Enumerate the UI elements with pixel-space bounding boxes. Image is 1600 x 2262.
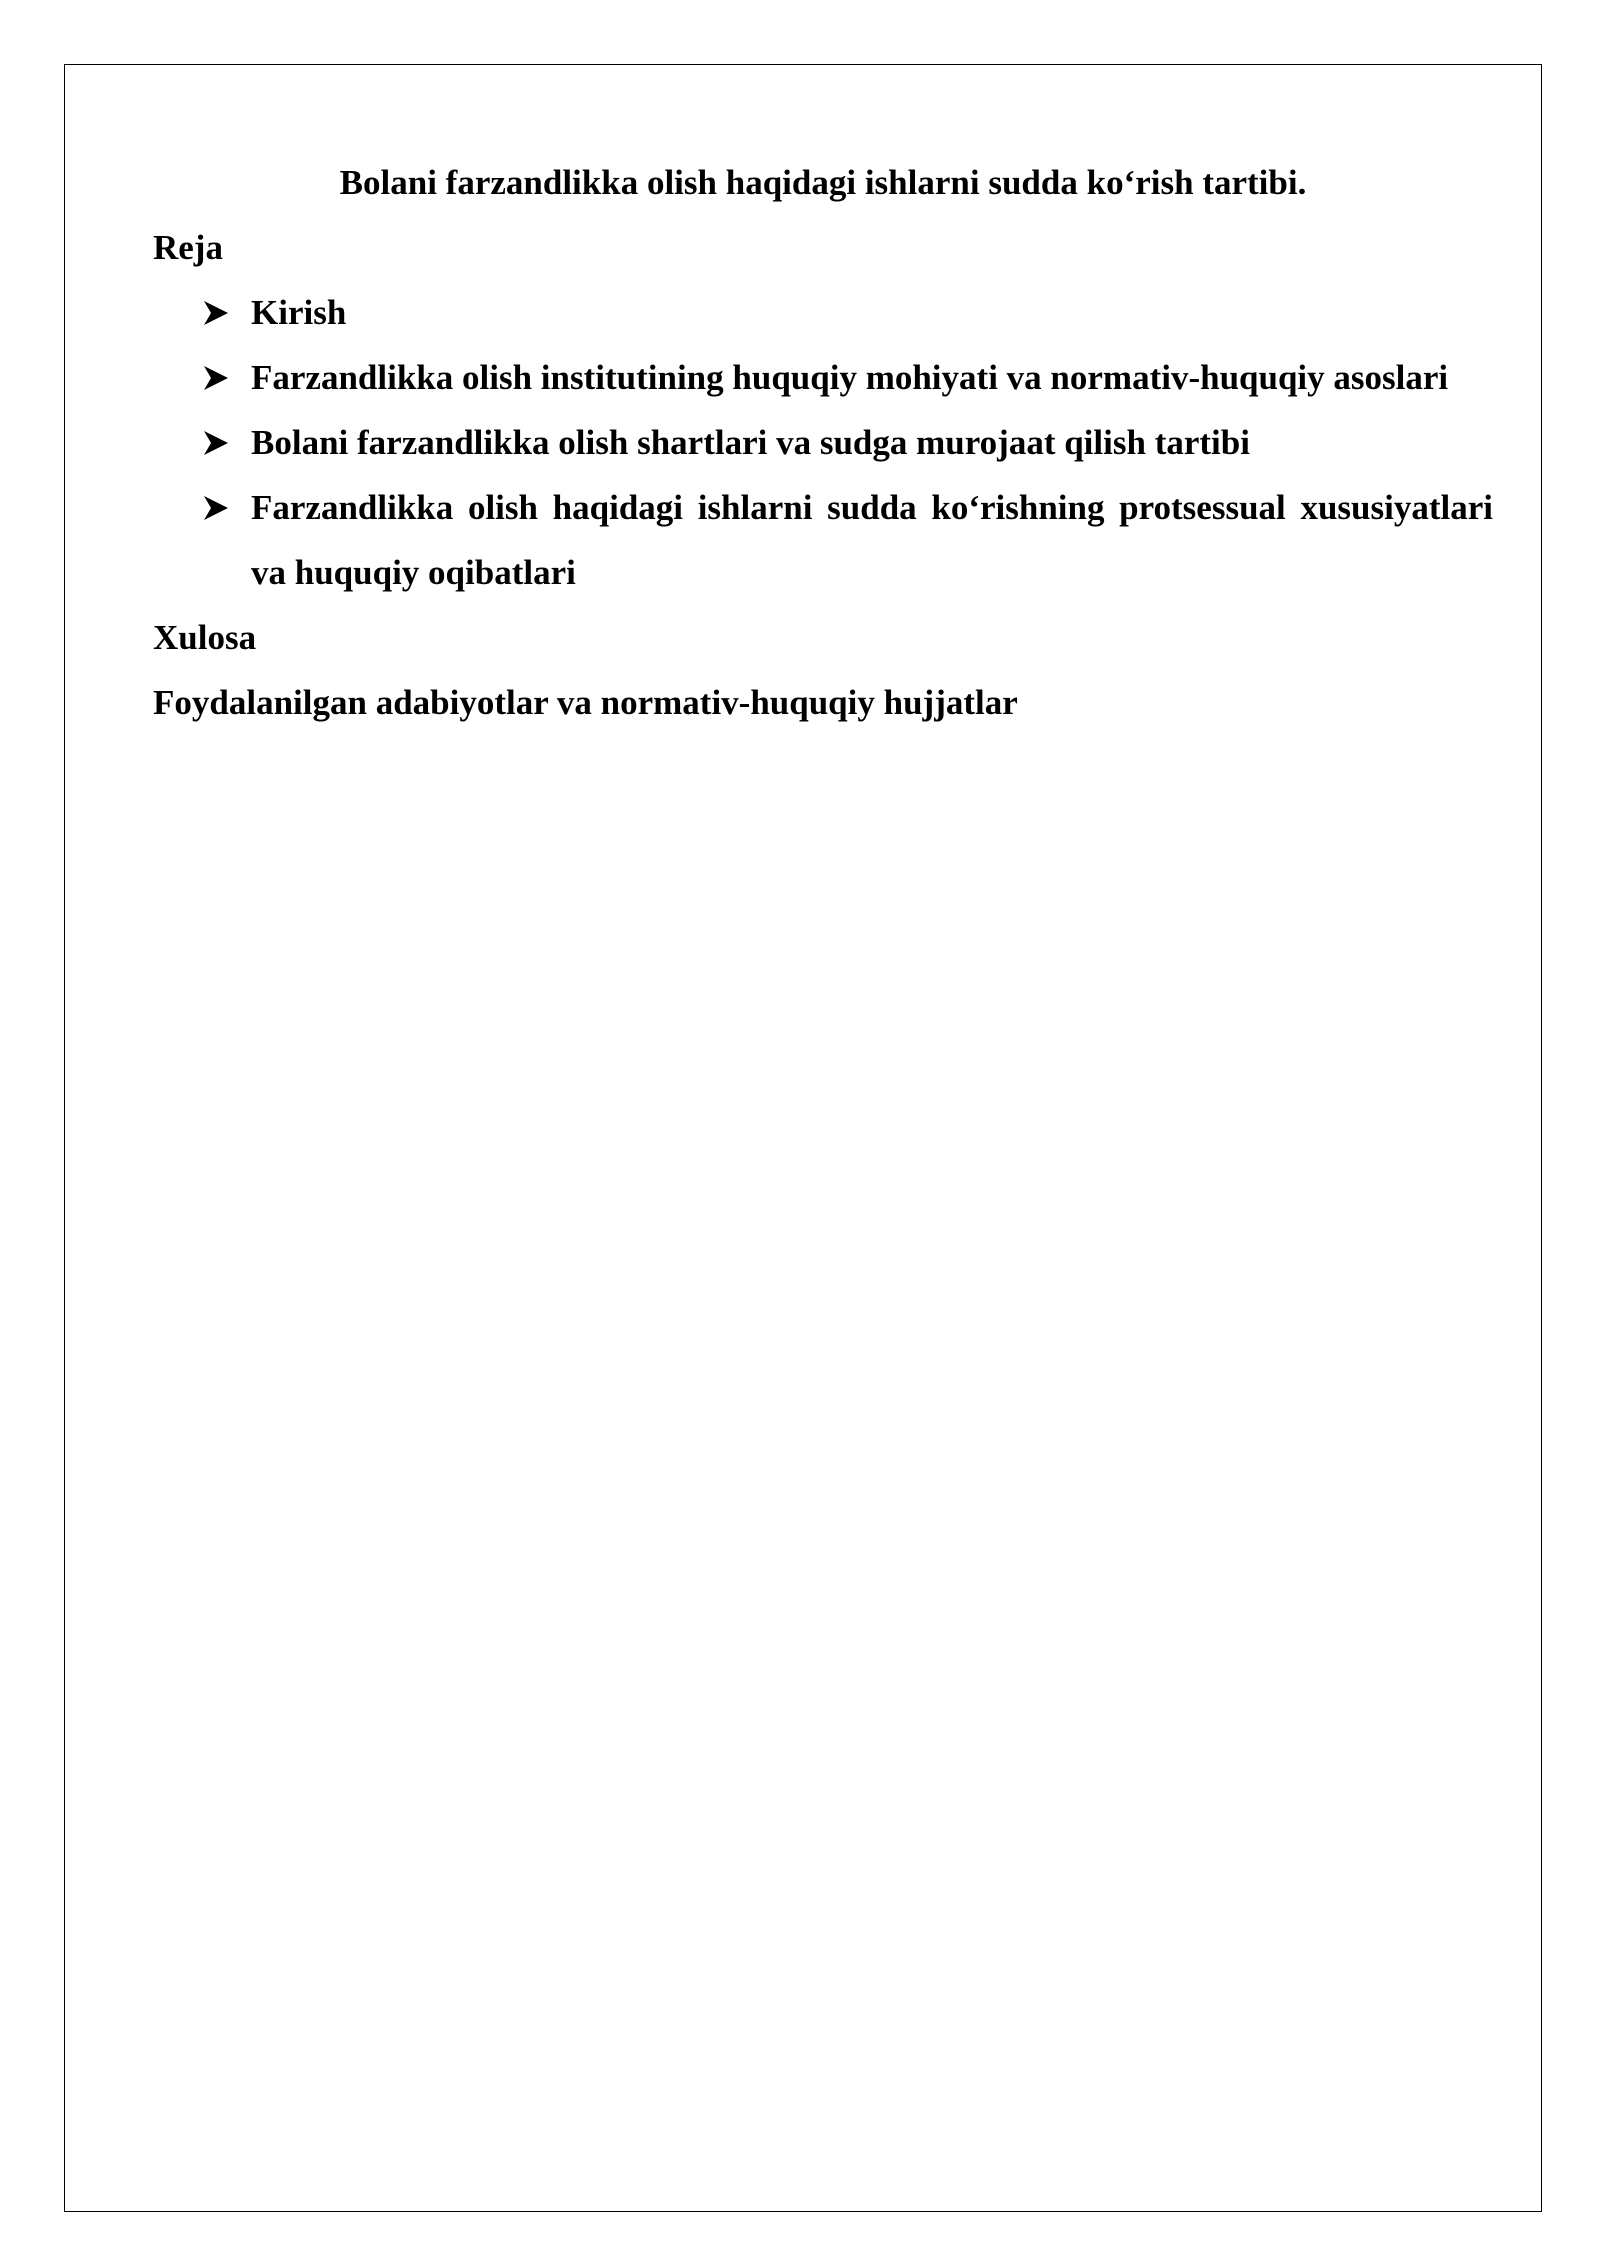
plan-heading: Reja xyxy=(153,228,223,267)
plan-item-text: Farzandlikka olish institutining huquqiy mohiyati va normativ-huquqiy asoslari xyxy=(251,358,1449,397)
arrowhead-bullet-icon xyxy=(203,475,235,540)
plan-item-procedural-features xyxy=(153,475,1493,605)
plan-item-introduction xyxy=(153,280,1493,345)
plan-item-legal-nature xyxy=(153,345,1493,410)
arrowhead-bullet-icon xyxy=(203,280,235,345)
document-title: Bolani farzandlikka olish haqidagi ishlarni sudda ko‘rish tartibi. xyxy=(339,163,1307,202)
plan-item-text: Bolani farzandlikka olish shartlari va sudga murojaat qilish tartibi xyxy=(251,423,1250,462)
plan-item-conditions xyxy=(153,410,1493,475)
plan-item-text: Kirish xyxy=(251,293,347,332)
plan-item-text: Farzandlikka olish haqidagi ishlarni sudda ko‘rishning protsessual xususiyatlari va huquqiy oqibatlari xyxy=(251,488,1493,592)
document-body xyxy=(153,150,1493,735)
references-heading: Foydalanilgan adabiyotlar va normativ-huquqiy hujjatlar xyxy=(153,683,1018,722)
conclusion-heading: Xulosa xyxy=(153,618,257,657)
arrowhead-bullet-icon xyxy=(203,345,235,410)
plan-list xyxy=(153,280,1493,605)
arrowhead-bullet-icon xyxy=(203,410,235,475)
